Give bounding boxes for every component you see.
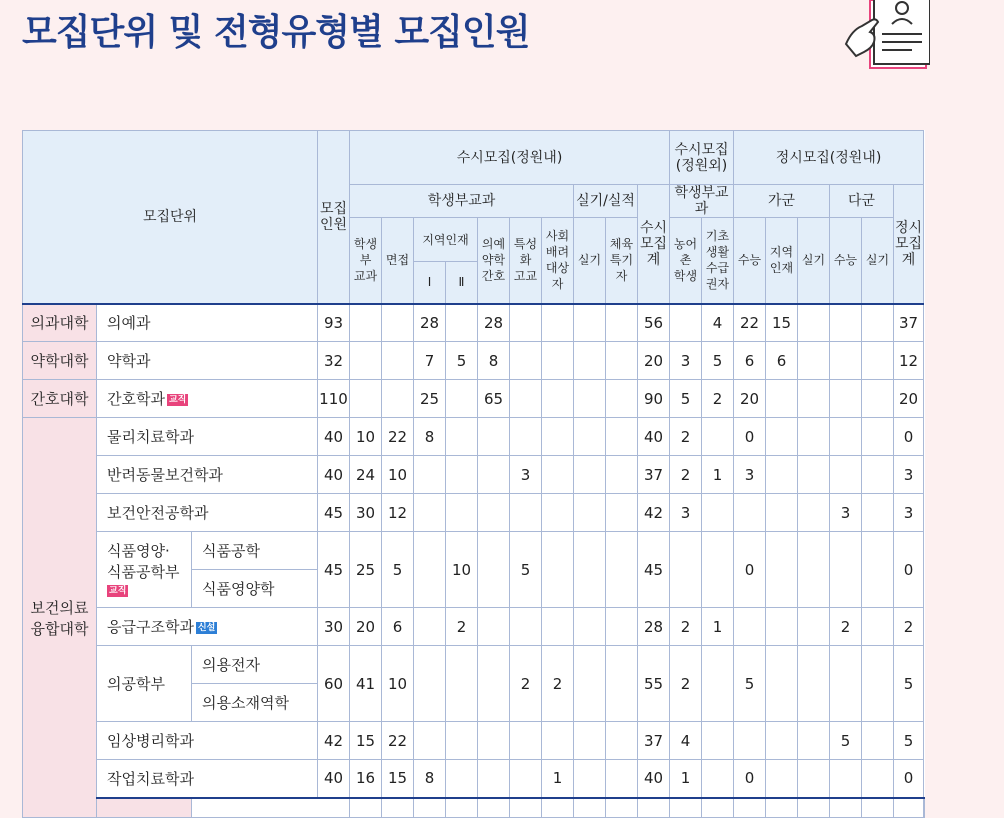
value-cell	[446, 456, 478, 494]
value-cell	[510, 342, 542, 380]
value-cell	[478, 456, 510, 494]
value-cell: 2	[446, 608, 478, 646]
value-cell	[606, 608, 638, 646]
header-special-hs: 특성화 고교	[510, 218, 542, 304]
value-cell: 3	[670, 494, 702, 532]
value-cell: 2	[670, 418, 702, 456]
value-cell: 40	[638, 418, 670, 456]
value-cell: 28	[414, 304, 446, 342]
value-cell	[766, 722, 798, 760]
value-cell: 1	[670, 760, 702, 798]
value-cell: 40	[638, 760, 670, 798]
table-row	[23, 456, 925, 494]
value-cell: 42	[318, 722, 350, 760]
value-cell: 30	[350, 494, 382, 532]
dept-cell: 보건안전공학과	[97, 494, 318, 532]
value-cell: 55	[638, 646, 670, 722]
value-cell	[798, 722, 830, 760]
table-row	[23, 760, 925, 798]
dept-cell: 반려동물보건학과	[97, 456, 318, 494]
value-cell	[542, 304, 574, 342]
value-cell	[766, 494, 798, 532]
value-cell	[862, 722, 894, 760]
value-cell: 37	[894, 304, 924, 342]
value-cell	[542, 608, 574, 646]
admission-table	[22, 130, 925, 818]
value-cell	[510, 722, 542, 760]
value-cell	[478, 494, 510, 532]
value-cell: 0	[894, 532, 924, 608]
table-row	[23, 646, 925, 684]
header-jeongsi-in: 정시모집(정원내)	[734, 131, 924, 185]
value-cell	[574, 760, 606, 798]
value-cell: 40	[318, 456, 350, 494]
value-cell: 0	[894, 760, 924, 798]
value-cell: 12	[382, 494, 414, 532]
value-cell: 2	[830, 608, 862, 646]
value-cell: 5	[830, 722, 862, 760]
sub-dept-cell: 식품공학	[192, 532, 318, 570]
value-cell	[574, 456, 606, 494]
value-cell: 37	[638, 722, 670, 760]
value-cell: 20	[734, 380, 766, 418]
header-hakbu2: 학생부교과	[670, 185, 734, 218]
header-farm: 농어촌 학생	[670, 218, 702, 304]
sub-dept-cell: 의용전자	[192, 646, 318, 684]
value-cell: 8	[414, 418, 446, 456]
college-cell: 간호대학	[23, 380, 97, 418]
value-cell	[862, 760, 894, 798]
value-cell: 2	[542, 646, 574, 722]
value-cell: 15	[766, 304, 798, 342]
value-cell: 2	[670, 646, 702, 722]
value-cell	[478, 418, 510, 456]
value-cell: 2	[510, 646, 542, 722]
value-cell	[510, 760, 542, 798]
gyojik-badge: 교직	[109, 586, 127, 596]
value-cell	[542, 532, 574, 608]
value-cell: 3	[734, 456, 766, 494]
value-cell	[574, 342, 606, 380]
value-cell	[606, 760, 638, 798]
value-cell: 22	[382, 418, 414, 456]
value-cell	[478, 646, 510, 722]
header-gagun: 가군	[734, 185, 830, 218]
dept-cell: 응급구조학과 신설	[97, 608, 318, 646]
value-cell: 40	[318, 418, 350, 456]
value-cell: 5	[702, 342, 734, 380]
value-cell: 7	[414, 342, 446, 380]
value-cell	[670, 304, 702, 342]
value-cell: 2	[670, 608, 702, 646]
sub-dept-cell: 의용소재역학	[192, 684, 318, 722]
value-cell: 5	[510, 532, 542, 608]
value-cell	[702, 418, 734, 456]
table-row	[23, 342, 925, 380]
value-cell	[542, 418, 574, 456]
value-cell	[798, 456, 830, 494]
value-cell	[734, 494, 766, 532]
value-cell: 0	[734, 418, 766, 456]
value-cell	[574, 532, 606, 608]
header-total: 모집 인원	[318, 131, 350, 304]
value-cell	[830, 418, 862, 456]
value-cell	[798, 380, 830, 418]
value-cell	[862, 380, 894, 418]
header-region-a: 지역 인재	[766, 218, 798, 304]
header-sports: 체육 특기자	[606, 218, 638, 304]
value-cell: 28	[638, 608, 670, 646]
header-practice-a: 실기	[798, 218, 830, 304]
value-cell: 5	[734, 646, 766, 722]
value-cell	[446, 722, 478, 760]
value-cell	[702, 494, 734, 532]
header-basic: 기초 생활 수급 권자	[702, 218, 734, 304]
value-cell: 45	[318, 494, 350, 532]
value-cell	[830, 342, 862, 380]
value-cell: 5	[446, 342, 478, 380]
value-cell	[574, 722, 606, 760]
value-cell	[766, 418, 798, 456]
value-cell	[478, 760, 510, 798]
dept-cell: 의공학부	[97, 646, 192, 722]
value-cell	[862, 456, 894, 494]
value-cell	[574, 304, 606, 342]
value-cell	[510, 494, 542, 532]
value-cell: 20	[894, 380, 924, 418]
header-med: 의예 약학 간호	[478, 218, 510, 304]
value-cell	[414, 456, 446, 494]
value-cell	[798, 494, 830, 532]
value-cell: 15	[350, 722, 382, 760]
header-silgi-silj: 실기/실적	[574, 185, 638, 218]
value-cell	[830, 456, 862, 494]
value-cell	[606, 532, 638, 608]
value-cell: 4	[702, 304, 734, 342]
table-row	[23, 494, 925, 532]
value-cell: 41	[350, 646, 382, 722]
value-cell: 5	[894, 722, 924, 760]
value-cell: 65	[478, 380, 510, 418]
value-cell: 10	[350, 418, 382, 456]
college-cell: 의과대학	[23, 304, 97, 342]
value-cell	[446, 760, 478, 798]
value-cell	[862, 342, 894, 380]
value-cell: 0	[734, 532, 766, 608]
value-cell: 90	[638, 380, 670, 418]
value-cell	[830, 532, 862, 608]
header-suneung-d: 수능	[830, 218, 862, 304]
value-cell: 3	[510, 456, 542, 494]
college-cell: 보건의료 융합대학	[23, 418, 97, 818]
value-cell: 6	[766, 342, 798, 380]
value-cell: 24	[350, 456, 382, 494]
value-cell	[798, 304, 830, 342]
value-cell	[542, 380, 574, 418]
header-practice: 실기	[574, 218, 606, 304]
value-cell: 2	[670, 456, 702, 494]
value-cell	[862, 608, 894, 646]
header-region-1: Ⅰ	[414, 262, 446, 304]
value-cell	[542, 494, 574, 532]
value-cell: 45	[318, 532, 350, 608]
value-cell	[350, 342, 382, 380]
value-cell: 56	[638, 304, 670, 342]
value-cell: 22	[382, 722, 414, 760]
header-susi-out: 수시모집 (정원외)	[670, 131, 734, 185]
table-row	[23, 380, 925, 418]
value-cell	[542, 342, 574, 380]
value-cell: 6	[382, 608, 414, 646]
value-cell: 2	[702, 380, 734, 418]
value-cell	[574, 494, 606, 532]
value-cell	[830, 760, 862, 798]
dept-cell: 약학과	[97, 342, 318, 380]
table-row	[23, 608, 925, 646]
value-cell	[574, 418, 606, 456]
value-cell	[798, 532, 830, 608]
value-cell: 5	[670, 380, 702, 418]
value-cell	[766, 760, 798, 798]
value-cell	[702, 646, 734, 722]
value-cell: 45	[638, 532, 670, 608]
value-cell	[382, 342, 414, 380]
value-cell	[414, 608, 446, 646]
value-cell	[862, 304, 894, 342]
table-row	[23, 418, 925, 456]
college-cell: 약학대학	[23, 342, 97, 380]
value-cell	[702, 532, 734, 608]
value-cell: 3	[830, 494, 862, 532]
value-cell	[798, 342, 830, 380]
header-dagun: 다군	[830, 185, 894, 218]
value-cell: 10	[382, 456, 414, 494]
value-cell	[542, 456, 574, 494]
value-cell	[446, 646, 478, 722]
value-cell: 0	[734, 760, 766, 798]
value-cell	[862, 494, 894, 532]
value-cell: 20	[638, 342, 670, 380]
value-cell	[766, 456, 798, 494]
value-cell	[478, 532, 510, 608]
value-cell: 12	[894, 342, 924, 380]
value-cell: 0	[894, 418, 924, 456]
value-cell	[606, 722, 638, 760]
value-cell	[478, 722, 510, 760]
value-cell	[766, 532, 798, 608]
value-cell: 4	[670, 722, 702, 760]
value-cell	[414, 494, 446, 532]
value-cell	[446, 304, 478, 342]
value-cell	[766, 380, 798, 418]
value-cell: 8	[478, 342, 510, 380]
value-cell: 15	[382, 760, 414, 798]
table-row	[23, 532, 925, 570]
value-cell: 110	[318, 380, 350, 418]
value-cell: 2	[894, 608, 924, 646]
table-row	[23, 304, 925, 342]
value-cell	[734, 722, 766, 760]
header-region-2: Ⅱ	[446, 262, 478, 304]
value-cell: 30	[318, 608, 350, 646]
value-cell	[382, 380, 414, 418]
value-cell: 8	[414, 760, 446, 798]
value-cell: 1	[702, 608, 734, 646]
value-cell	[766, 608, 798, 646]
value-cell	[606, 646, 638, 722]
value-cell: 5	[382, 532, 414, 608]
value-cell	[734, 608, 766, 646]
value-cell	[542, 722, 574, 760]
value-cell	[798, 760, 830, 798]
table-row	[23, 722, 925, 760]
value-cell: 42	[638, 494, 670, 532]
value-cell	[574, 380, 606, 418]
page-title: 모집단위 및 전형유형별 모집인원	[22, 12, 530, 53]
value-cell	[382, 304, 414, 342]
value-cell	[350, 380, 382, 418]
dept-cell: 식품영양· 식품공학부 교직	[97, 532, 192, 608]
value-cell: 10	[446, 532, 478, 608]
value-cell: 28	[478, 304, 510, 342]
value-cell	[606, 494, 638, 532]
value-cell: 60	[318, 646, 350, 722]
value-cell	[446, 418, 478, 456]
value-cell: 93	[318, 304, 350, 342]
value-cell	[606, 342, 638, 380]
value-cell: 22	[734, 304, 766, 342]
header-unit: 모집단위	[23, 131, 318, 304]
document-hand-icon	[842, 0, 930, 70]
value-cell	[830, 646, 862, 722]
gyojik-badge: 교직	[168, 394, 187, 405]
value-cell: 10	[382, 646, 414, 722]
value-cell	[606, 380, 638, 418]
value-cell	[606, 304, 638, 342]
value-cell	[414, 722, 446, 760]
dept-cell: 간호학과 교직	[97, 380, 318, 418]
value-cell	[414, 532, 446, 608]
header-practice-d: 실기	[862, 218, 894, 304]
header-susi-in: 수시모집(정원내)	[350, 131, 670, 185]
value-cell	[798, 646, 830, 722]
value-cell: 25	[350, 532, 382, 608]
value-cell	[446, 494, 478, 532]
value-cell	[414, 646, 446, 722]
value-cell: 32	[318, 342, 350, 380]
value-cell	[830, 304, 862, 342]
value-cell: 3	[894, 494, 924, 532]
header-susi-sum: 수시 모집 계	[638, 185, 670, 304]
header-hakbu: 학생부교과	[350, 185, 574, 218]
value-cell	[350, 304, 382, 342]
value-cell	[702, 722, 734, 760]
value-cell: 6	[734, 342, 766, 380]
value-cell	[510, 380, 542, 418]
dept-cell: 의예과	[97, 304, 318, 342]
sinseol-badge: 신설	[197, 622, 216, 633]
value-cell	[446, 380, 478, 418]
value-cell: 37	[638, 456, 670, 494]
value-cell: 25	[414, 380, 446, 418]
value-cell: 1	[542, 760, 574, 798]
value-cell: 3	[670, 342, 702, 380]
value-cell	[478, 608, 510, 646]
value-cell: 5	[894, 646, 924, 722]
value-cell: 20	[350, 608, 382, 646]
value-cell	[606, 456, 638, 494]
value-cell: 40	[318, 760, 350, 798]
value-cell	[510, 304, 542, 342]
value-cell	[510, 608, 542, 646]
value-cell	[862, 646, 894, 722]
value-cell	[862, 418, 894, 456]
value-cell	[670, 532, 702, 608]
value-cell	[798, 418, 830, 456]
value-cell: 3	[894, 456, 924, 494]
sub-dept-cell: 식품영양학	[192, 570, 318, 608]
value-cell	[574, 608, 606, 646]
value-cell	[702, 760, 734, 798]
header-suneung-a: 수능	[734, 218, 766, 304]
value-cell	[830, 380, 862, 418]
value-cell	[574, 646, 606, 722]
value-cell: 16	[350, 760, 382, 798]
value-cell: 1	[702, 456, 734, 494]
value-cell	[606, 418, 638, 456]
value-cell	[862, 532, 894, 608]
dept-cell: 작업치료학과	[97, 760, 318, 798]
value-cell	[510, 418, 542, 456]
header-region: 지역인재	[414, 218, 478, 262]
dept-cell: 물리치료학과	[97, 418, 318, 456]
dept-cell: 임상병리학과	[97, 722, 318, 760]
header-jeongsi-sum: 정시 모집 계	[894, 185, 924, 304]
value-cell	[798, 608, 830, 646]
header-hb: 학생부 교과	[350, 218, 382, 304]
header-interview: 면접	[382, 218, 414, 304]
value-cell	[766, 646, 798, 722]
header-social: 사회 배려 대상자	[542, 218, 574, 304]
